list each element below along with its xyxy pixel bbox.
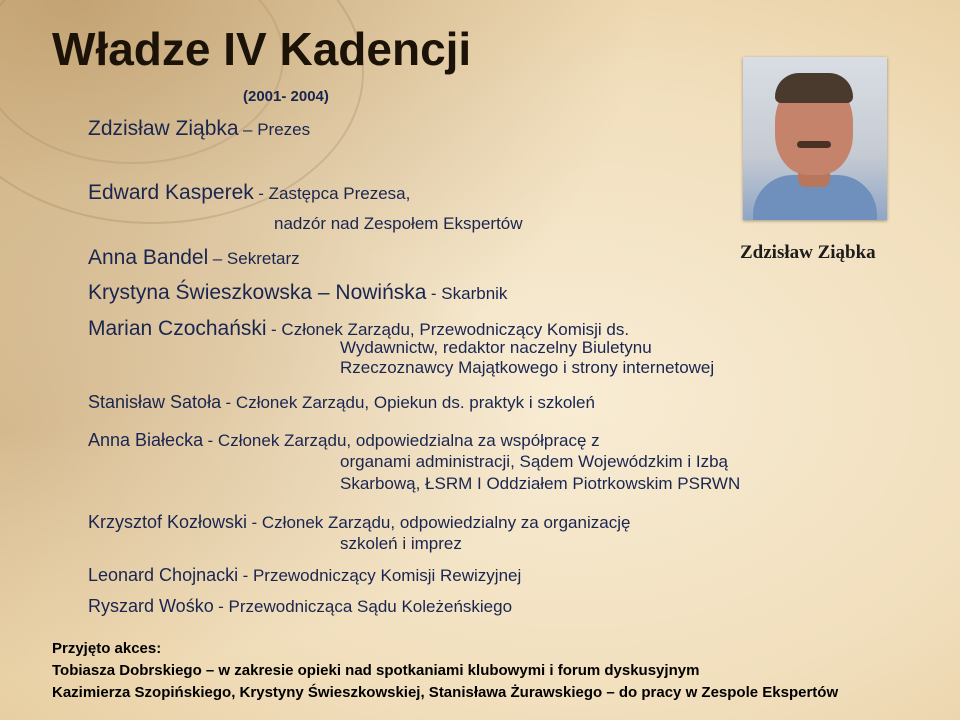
footer-line: Tobiasza Dobrskiego – w zakresie opieki nad spotkaniami klubowymi i forum dyskusyjnym [52, 662, 700, 679]
member-entry [88, 117, 310, 141]
member-role: - Zastępca Prezesa, [258, 184, 411, 203]
member-role-continued: Rzeczoznawcy Majątkowego i strony internetowej [340, 358, 715, 377]
footer-line: Kazimierza Szopińskiego, Krystyny Świeszkowskiej, Stanisława Żurawskiego – do pracy w Zespole Ekspertów [52, 684, 839, 701]
member-name: Marian Czochański [88, 317, 267, 340]
member-role-continued: Skarbową, ŁSRM I Oddziałem Piotrkowskim PSRWN [340, 474, 741, 493]
page-title: Władze IV Kadencji [52, 23, 472, 75]
member-entry [88, 512, 630, 533]
member-role-continued: organami administracji, Sądem Wojewódzkim i Izbą [340, 452, 729, 471]
member-entry [88, 181, 410, 205]
member-role: - Przewodniczący Komisji Rewizyjnej [242, 566, 522, 585]
member-entry [88, 430, 600, 451]
footer-heading: Przyjęto akces: [52, 640, 162, 657]
member-name: Krzysztof Kozłowski [88, 512, 248, 532]
member-entry [88, 246, 300, 270]
member-name: Krystyna Świeszkowska – Nowińska [88, 281, 427, 304]
member-role: - Członek Zarządu, Opiekun ds. praktyk i szkoleń [225, 393, 595, 412]
member-role-continued: nadzór nad Zespołem Ekspertów [274, 214, 523, 233]
member-role-continued: Wydawnictw, redaktor naczelny Biuletynu [340, 338, 652, 357]
member-entry [88, 281, 507, 305]
member-name: Stanisław Satoła [88, 392, 222, 412]
member-name: Zdzisław Ziąbka [88, 117, 239, 140]
member-role: – Prezes [243, 120, 311, 139]
member-role: - Członek Zarządu, odpowiedzialna za współpracę z [207, 431, 600, 450]
member-entry [88, 565, 521, 586]
member-role-continued: szkoleń i imprez [340, 534, 462, 553]
member-role: - Przewodnicząca Sądu Koleżeńskiego [218, 597, 513, 616]
photo-caption: Zdzisław Ziąbka [740, 242, 876, 263]
member-role: - Członek Zarządu, odpowiedzialny za organizację [251, 513, 631, 532]
member-entry [88, 596, 512, 617]
member-name: Ryszard Wośko [88, 596, 214, 616]
term-years: (2001- 2004) [243, 88, 329, 105]
member-name: Anna Bandel [88, 246, 209, 269]
member-role: - Skarbnik [430, 284, 508, 303]
member-name: Edward Kasperek [88, 181, 254, 204]
member-name: Anna Białecka [88, 430, 204, 450]
member-role: – Sekretarz [212, 249, 300, 268]
member-role: - Członek Zarządu, Przewodniczący Komisji ds. [271, 320, 630, 339]
member-name: Leonard Chojnacki [88, 565, 239, 585]
member-entry [88, 392, 595, 413]
portrait-photo [743, 57, 887, 220]
